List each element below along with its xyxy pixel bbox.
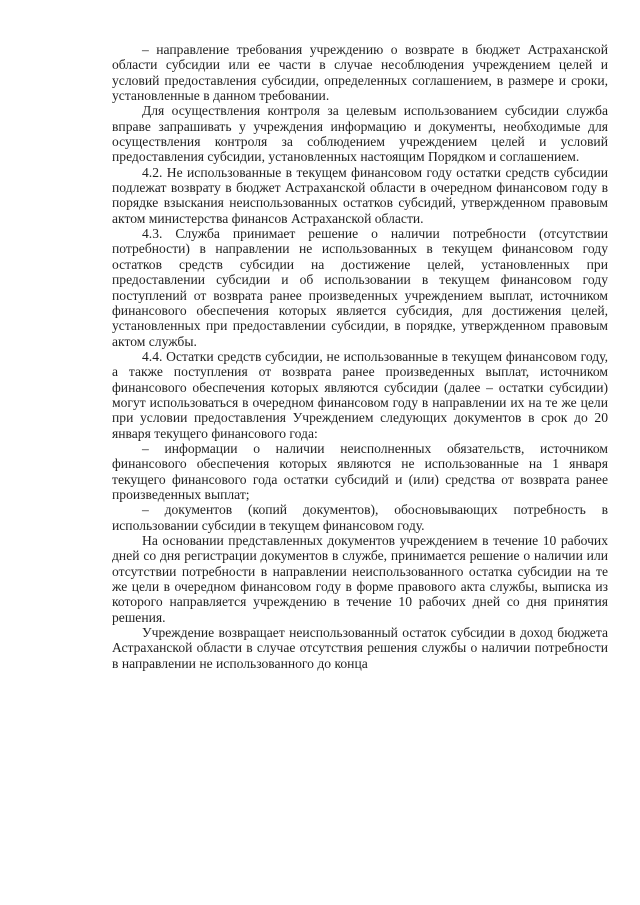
paragraph-4-4: 4.4. Остатки средств субсидии, не использованные в текущем финансовом году, а также поступления от возврата ранее произведенных выплат, источником финансового обеспечения которых являются субсидии (далее – остатки субсидии) могут использоваться в очередном финансовом году в направлении их на те же цели при условии предоставления Учреждением следующих документов в срок до 20 января текущего финансового года: xyxy=(112,348,608,441)
paragraph-4-2: 4.2. Не использованные в текущем финансовом году остатки средств субсидии подлежат возврату в бюджет Астраханской области в очередном финансовом году в порядке взыскания неиспользованных остатков субсидий, утвержденном правовым актом министерства финансов Астраханской области. xyxy=(112,164,608,226)
paragraph-decision-procedure: На основании представленных документов учреждением в течение 10 рабочих дней со дня регистрации документов в службе, принимается решение о наличии или отсутствии потребности в направлении неиспользованного остатка субсидии на те же цели в очередном финансовом году в форме правового акта службы, выписка из которого направляется учреждению в течение 10 рабочих дней со дня принятия решения. xyxy=(112,533,608,625)
paragraph-return-remainder: Учреждение возвращает неиспользованный остаток субсидии в доход бюджета Астраханской области в случае отсутствия решения службы о наличии потребности в направлении не использованного до конца xyxy=(112,625,608,671)
list-item-justifying-documents: – документов (копий документов), обосновывающих потребность в использовании субсидии в текущем финансовом году. xyxy=(112,502,608,533)
paragraph-4-3: 4.3. Служба принимает решение о наличии потребности (отсутствии потребности) в направлении не использованных в текущем финансовом году остатков средств субсидии на достижение целей, установленных при предоставлении субсидии и об использовании в текущем финансовом году поступлений от возврата ранее произведенных учреждением выплат, источником финансового обеспечения которых является субсидия, для достижения целей, установленных при предоставлении субсидии, в порядке, утвержденном правовым актом службы. xyxy=(112,226,608,349)
paragraph-control-usage: Для осуществления контроля за целевым использованием субсидии служба вправе запрашивать у учреждения информацию и документы, необходимые для осуществления контроля за соблюдением учреждением целей и условий предоставления субсидии, установленных настоящим Порядком и соглашением. xyxy=(112,103,608,165)
paragraph-requirement-return: – направление требования учреждению о возврате в бюджет Астраханской области субсидии или ее части в случае несоблюдения учреждением целей и условий предоставления субсидии, определенных соглашением, в размере и сроки, установленные в данном требовании. xyxy=(112,42,608,104)
document-page xyxy=(112,42,608,671)
list-item-obligations-info: – информации о наличии неисполненных обязательств, источником финансового обеспечения которых являются не использованные на 1 января текущего финансового года остатки субсидий и (или) средства от возврата ранее произведенных выплат; xyxy=(112,440,608,502)
